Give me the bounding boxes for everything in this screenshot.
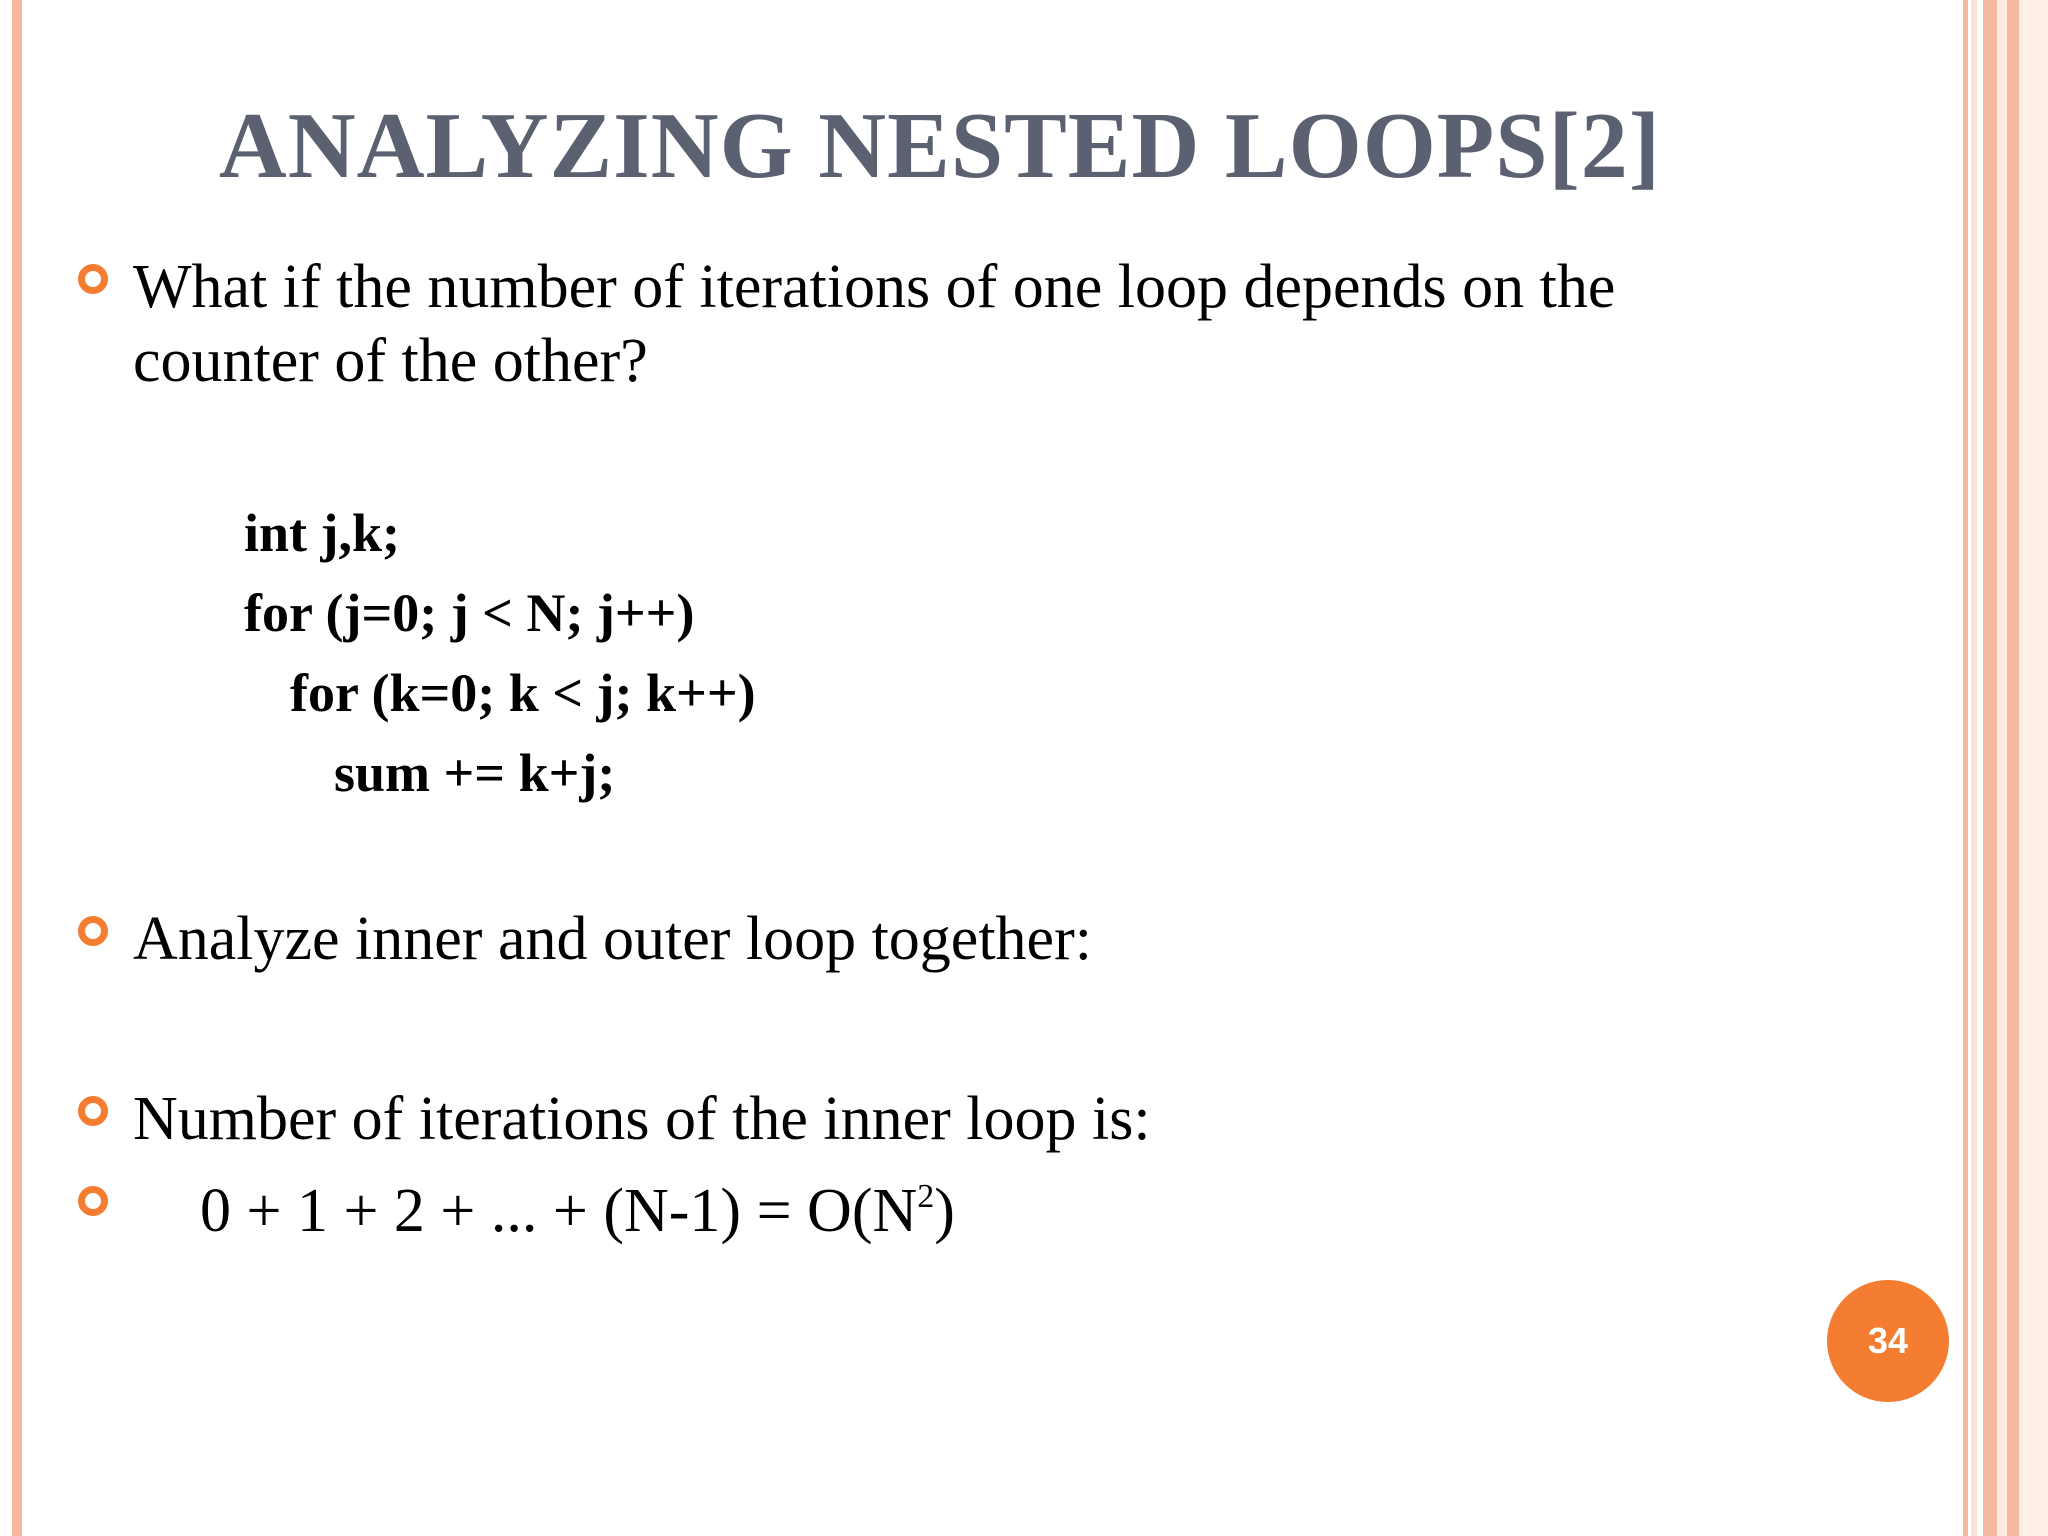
right-border-stripe xyxy=(2019,0,2048,1536)
right-border-stripe xyxy=(1963,0,1968,1536)
bullet-circle-icon xyxy=(78,1186,108,1216)
formula-text: 0 + 1 + 2 + ... + (N-1) = O(N xyxy=(200,1177,918,1245)
slide-title: ANALYZING NESTED LOOPS[2] xyxy=(218,94,1662,198)
code-line: sum += k+j; xyxy=(334,743,616,803)
right-border-stripe xyxy=(1983,0,1997,1536)
bullet-text-line: What if the number of iterations of one loop depends on the xyxy=(133,253,1616,321)
page-number-badge: 34 xyxy=(1827,1280,1949,1402)
bullet-circle-icon xyxy=(78,264,108,294)
formula-close: ) xyxy=(934,1177,955,1245)
bullet-text: Analyze inner and outer loop together: xyxy=(133,905,1092,973)
right-border-stripe xyxy=(2007,0,2019,1536)
formula xyxy=(200,1176,955,1247)
left-border xyxy=(12,0,22,1536)
code-line: for (k=0; k < j; k++) xyxy=(290,663,756,723)
bullet-circle-icon xyxy=(78,1096,108,1126)
bullet-circle-icon xyxy=(78,916,108,946)
bullet-text: Number of iterations of the inner loop is: xyxy=(133,1085,1151,1153)
code-line: int j,k; xyxy=(244,503,401,563)
formula-exponent: 2 xyxy=(917,1178,935,1215)
right-border-stripe xyxy=(1997,0,2007,1536)
bullet-text-line: counter of the other? xyxy=(133,327,648,395)
code-line: for (j=0; j < N; j++) xyxy=(244,583,695,643)
right-border-stripe xyxy=(1971,0,1977,1536)
